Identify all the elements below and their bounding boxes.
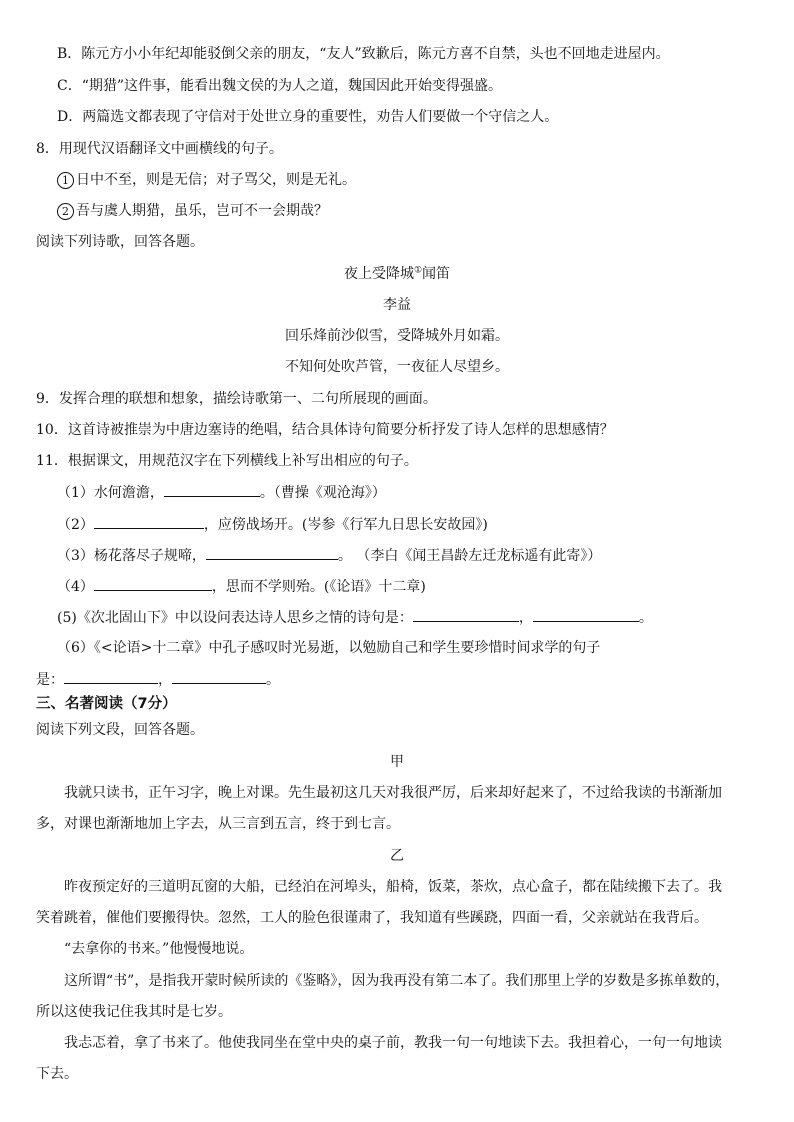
answer-blank[interactable] xyxy=(94,576,212,591)
q8-stem: 8．用现代汉语翻译文中画横线的句子。 xyxy=(36,141,283,157)
passage-yi-para3-line-2: 所以这使我记住我其时是七岁。 xyxy=(36,1004,232,1020)
passage-jia-para-line-1: 我就只读书，正午习字，晚上对课。先生最初这几天对我很严厉，后来却好起来了，不过给我读的书渐渐加 xyxy=(64,785,722,801)
poem-line-1: 回乐烽前沙似雪，受降城外月如霜。 xyxy=(285,328,509,344)
section-3-intro: 阅读下列文段，回答各题。 xyxy=(36,722,204,738)
poem-line-2: 不知何处吹芦管，一夜征人尽望乡。 xyxy=(285,359,509,375)
q11-item-3: （3）杨花落尽子规啼， 。 （李白《闻王昌龄左迁龙标遥有此寄》） xyxy=(57,545,601,566)
passage-yi-para3-line-1: 这所谓“书”，是指我开蒙时候所读的《鉴略》，因为我再没有第二本了。我们那里上学的岁数是多拣单数的， xyxy=(64,973,730,989)
poem-intro: 阅读下列诗歌，回答各题。 xyxy=(36,234,204,250)
poem-title: 夜上受降城①闻笛 xyxy=(343,265,451,282)
q11-item-1: （1）水何澹澹， 。（曹操《观沧海》） xyxy=(57,482,386,503)
passage-yi-para1-line-1: 昨夜预定好的三道明瓦窗的大船，已经泊在河埠头，船椅，饭菜，茶炊，点心盒子，都在陆续搬下去了。我 xyxy=(64,879,722,895)
passage-jia-para-line-2: 多，对课也渐渐地加上字去，从三言到五言，终于到七言。 xyxy=(36,816,400,832)
answer-blank[interactable] xyxy=(164,482,260,497)
answer-blank[interactable] xyxy=(533,607,639,622)
passage-yi-para4-line-1: 我忐忑着，拿了书来了。他使我同坐在堂中央的桌子前，教我一句一句地读下去。我担着心，一句一句地读 xyxy=(64,1035,722,1051)
q7-option-b: B．陈元方小小年纪却能驳倒父亲的朋友，“友人”致歉后，陈元方喜不自禁，头也不回地走进屋内。 xyxy=(57,46,670,62)
q8-item-2 xyxy=(57,201,328,221)
answer-blank[interactable] xyxy=(172,669,266,684)
passage-yi-para2: “去拿你的书来。”他慢慢地说。 xyxy=(64,941,254,957)
q7-option-c: C．“期猎”这件事，能看出魏文侯的为人之道，魏国因此开始变得强盛。 xyxy=(57,78,503,94)
circled-number-1: 1 xyxy=(57,172,74,189)
q11-item-2: （2） ，应傍战场开。(岑参《行军九日思长安故园》) xyxy=(57,514,488,535)
section-3-heading: 三、名著阅读（7分） xyxy=(36,696,177,712)
q11-item-6-cont: 是： ， 。 xyxy=(36,669,280,690)
circled-number-2: 2 xyxy=(57,203,74,220)
poem-author: 李益 xyxy=(383,297,411,313)
q7-option-d: D．两篇选文都表现了守信对于处世立身的重要性，劝告人们要做一个守信之人。 xyxy=(57,109,559,125)
q11-item-6: （6）《<论语>十二章》中孔子感叹时光易逝，以勉励自己和学生要珍惜时间求学的句子 xyxy=(57,640,601,656)
passage-yi-label: 乙 xyxy=(390,848,404,864)
answer-blank[interactable] xyxy=(64,669,158,684)
q11-stem: 11．根据课文，用规范汉字在下列横线上补写出相应的句子。 xyxy=(36,453,418,469)
q8-item-2-text: 吾与虞人期猎，虽乐，岂可不一会期哉？ xyxy=(76,203,328,219)
q8-item-1-text: 日中不至，则是无信；对子骂父，则是无礼。 xyxy=(76,172,356,188)
answer-blank[interactable] xyxy=(94,514,204,529)
q11-item-5: (5)《次北固山下》中以设问表达诗人思乡之情的诗句是： ， 。 xyxy=(57,607,653,628)
q10: 10．这首诗被推崇为中唐边塞诗的绝唱，结合具体诗句简要分析抒发了诗人怎样的思想感情？ xyxy=(36,422,614,438)
answer-blank[interactable] xyxy=(413,607,519,622)
passage-jia-label: 甲 xyxy=(390,754,404,770)
answer-blank[interactable] xyxy=(206,545,338,560)
q11-item-4: （4） ，思而不学则殆。(《论语》十二章) xyxy=(57,576,426,597)
q8-item-1 xyxy=(57,170,356,190)
passage-yi-para4-line-2: 下去。 xyxy=(36,1066,78,1082)
q9: 9．发挥合理的联想和想象，描绘诗歌第一、二句所展现的画面。 xyxy=(36,391,437,407)
footnote-mark: ① xyxy=(413,265,423,276)
passage-yi-para1-line-2: 笑着跳着，催他们要搬得快。忽然，工人的脸色很谨肃了，我知道有些蹊跷，四面一看，父亲就站在我背后。 xyxy=(36,910,708,926)
